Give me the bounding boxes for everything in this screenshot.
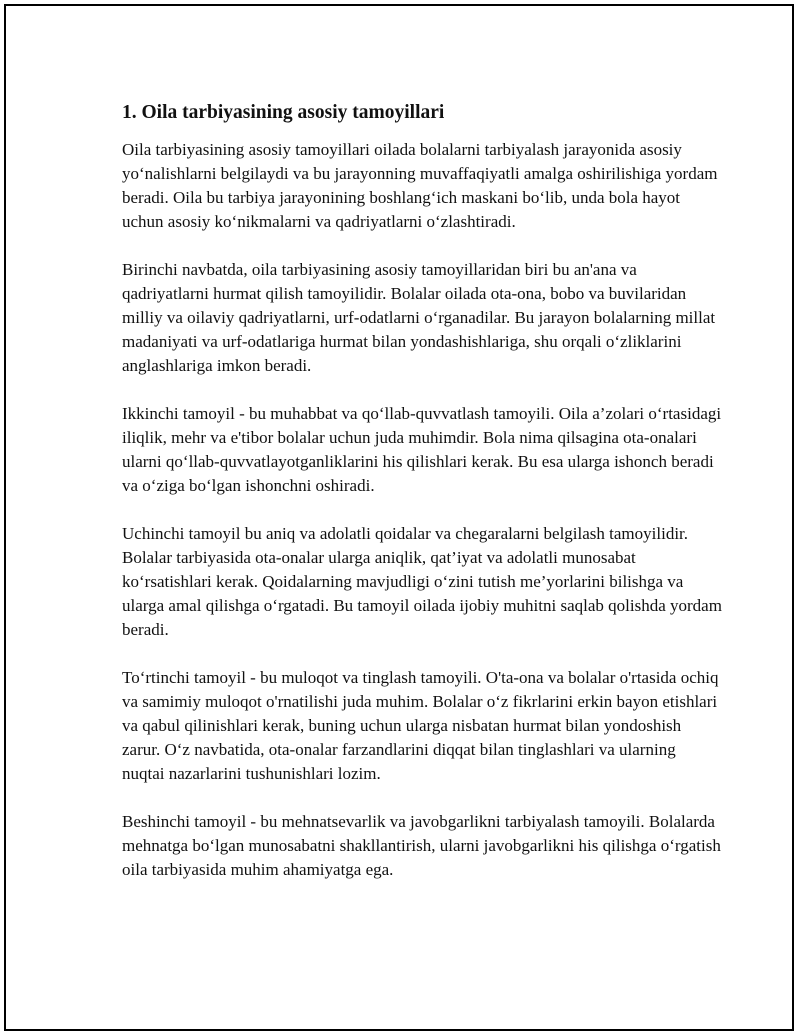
paragraph-fourth-principle: To‘rtinchi tamoyil - bu muloqot va tinglash tamoyili. O'ta-ona va bolalar o'rtasida ochiq va samimiy muloqot o'rnatilishi juda muhim. Bolalar o‘z fikrlarini erkin bayon etishlari va qabul qilinishlari kerak, buning uchun ularga nisbatan hurmat bilan yondoshish zarur. O‘z navbatida, ota-onalar farzandlarini diqqat bilan tinglashlari va ularning nuqtai nazarlarini tushunishlari lozim. xyxy=(122,668,719,783)
paragraph-first-principle: Birinchi navbatda, oila tarbiyasining asosiy tamoyillaridan biri bu an'ana va qadriyatlarni hurmat qilish tamoyilidir. Bolalar oilada ota-ona, bobo va buvilaridan milliy va oilaviy qadriyatlarni, urf-odatlarni o‘rganadilar. Bu jarayon bolalarning millat madaniyati va urf-odatlariga hurmat bilan yondashishlariga, shu orqali o‘zliklarini anglashlariga imkon beradi. xyxy=(122,260,716,375)
section-title: 1. Oila tarbiyasining asosiy tamoyillari xyxy=(122,102,445,123)
page-frame xyxy=(4,4,794,1031)
paragraph-fifth-principle: Beshinchi tamoyil - bu mehnatsevarlik va javobgarlikni tarbiyalash tamoyili. Bolalarda mehnatga bo‘lgan munosabatni shakllantirish, ularni javobgarlikni his qilishga o‘rgatish oila tarbiyasida muhim ahamiyatga ega. xyxy=(122,812,721,879)
paragraph-third-principle: Uchinchi tamoyil bu aniq va adolatli qoidalar va chegaralarni belgilash tamoyilidir. Bolalar tarbiyasida ota-onalar ularga aniqlik, qat’iyat va adolatli munosabat ko‘rsatishlari kerak. Qoidalarning mavjudligi o‘zini tutish me’yorlarini bilishga va ularga amal qilishga o‘rgatadi. Bu tamoyil oilada ijobiy muhitni saqlab qolishda yordam beradi. xyxy=(122,524,722,639)
document-body xyxy=(122,101,722,906)
paragraph-intro: Oila tarbiyasining asosiy tamoyillari oilada bolalarni tarbiyalash jarayonida asosiy yo‘nalishlarni belgilaydi va bu jarayonning muvaffaqiyatli amalga oshirilishiga yordam beradi. Oila bu tarbiya jarayonining boshlang‘ich maskani bo‘lib, unda bola hayot uchun asosiy ko‘nikmalarni va qadriyatlarni o‘zlashtiradi. xyxy=(122,140,718,231)
paragraph-second-principle: Ikkinchi tamoyil - bu muhabbat va qo‘llab-quvvatlash tamoyili. Oila a’zolari o‘rtasidagi iliqlik, mehr va e'tibor bolalar uchun juda muhimdir. Bola nima qilsagina ota-onalari ularni qo‘llab-quvvatlayotganliklarini his qilishlari kerak. Bu esa ularga ishonch beradi va o‘ziga bo‘lgan ishonchni oshiradi. xyxy=(122,404,722,495)
